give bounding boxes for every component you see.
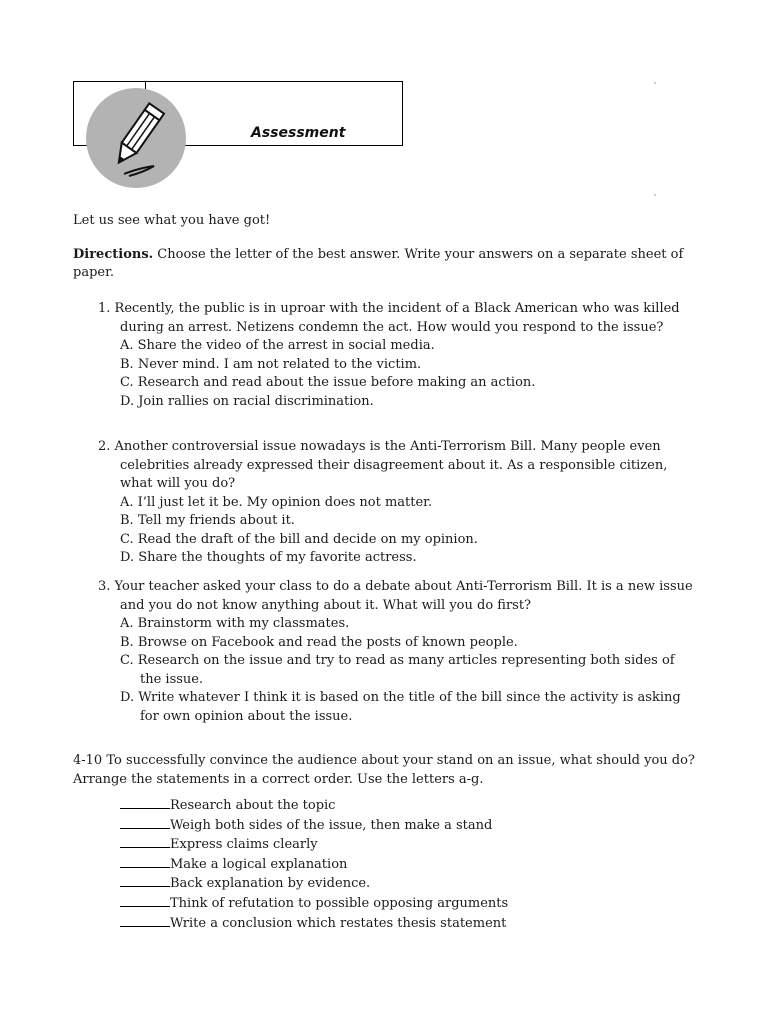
directions-text: Choose the letter of the best answer. Write your answers on a separate sheet of paper. [73, 247, 684, 280]
option-d: D. Write whatever I think it is based on the title of the bill since the activity is asking for own opinion about the issue. [120, 690, 681, 724]
option-list [98, 494, 698, 568]
answer-blank [120, 816, 170, 829]
arrange-item-text: Make a logical explanation [170, 856, 348, 872]
option-d: D. Share the thoughts of my favorite actress. [120, 550, 417, 565]
directions-label: Directions. [73, 247, 154, 262]
option-c: C. Research and read about the issue before making an action. [120, 375, 536, 390]
arrange-item [120, 894, 508, 914]
option-list [98, 337, 698, 411]
arrange-item [120, 796, 508, 816]
option-a: A. Share the video of the arrest in social media. [120, 338, 435, 353]
question-stem: 2. Another controversial issue nowadays is the Anti-Terrorism Bill. Many people even celebrities already expressed their disagreement about it. As a responsible citizen, what will you do? [98, 439, 668, 491]
arrange-item-text: Back explanation by evidence. [170, 876, 371, 892]
question-stem: 3. Your teacher asked your class to do a debate about Anti-Terrorism Bill. It is a new issue and you do not know anything about it. What will you do first? [98, 579, 693, 613]
option-a: A. Brainstorm with my classmates. [120, 616, 350, 631]
arrange-item [120, 874, 508, 894]
option-b: B. Browse on Facebook and read the posts of known people. [120, 634, 518, 650]
option-list [98, 615, 698, 726]
arrange-item [120, 816, 508, 836]
option-b: B. Tell my friends about it. [120, 513, 295, 528]
pencil-icon [84, 88, 188, 192]
answer-blank [120, 894, 170, 907]
arrange-item-text: Research about the topic [170, 798, 336, 813]
arrange-item-text: Weigh both sides of the issue, then make a stand [170, 817, 493, 833]
option-a: A. I’ll just let it be. My opinion does not matter. [120, 494, 433, 510]
answer-blank [120, 835, 170, 848]
option-c: C. Read the draft of the bill and decide on my opinion. [120, 531, 478, 547]
option-d: D. Join rallies on racial discrimination. [120, 393, 374, 409]
arrange-prompt: 4-10 To successfully convince the audience about your stand on an issue, what should you do? Arrange the statements in a correct order. Use the letters a-g. [73, 753, 695, 787]
question-2 [98, 438, 698, 568]
answer-blank [120, 874, 170, 887]
arrange-list [120, 796, 508, 933]
answer-blank [120, 914, 170, 927]
arrange-item-text: Express claims clearly [170, 837, 318, 853]
option-b: B. Never mind. I am not related to the victim. [120, 356, 422, 372]
arrange-item [120, 835, 508, 855]
faint-mark [654, 194, 656, 196]
question-1 [98, 300, 698, 411]
intro-text: Let us see what you have got! [73, 213, 271, 228]
directions [73, 246, 698, 282]
arrange-item [120, 914, 508, 934]
answer-blank [120, 796, 170, 809]
arrange-item-text: Write a conclusion which restates thesis statement [170, 915, 507, 931]
answer-blank [120, 855, 170, 868]
page-title: Assessment [251, 125, 346, 141]
option-c: C. Research on the issue and try to read as many articles representing both sides of the issue. [120, 653, 675, 687]
arrange-item-text: Think of refutation to possible opposing arguments [170, 895, 509, 911]
question-3 [98, 578, 698, 726]
arrange-item [120, 855, 508, 875]
faint-mark [654, 82, 656, 84]
question-stem: 1. Recently, the public is in uproar with the incident of a Black American who was killed during an arrest. Netizens condemn the act. How would you respond to the issue? [98, 301, 680, 335]
